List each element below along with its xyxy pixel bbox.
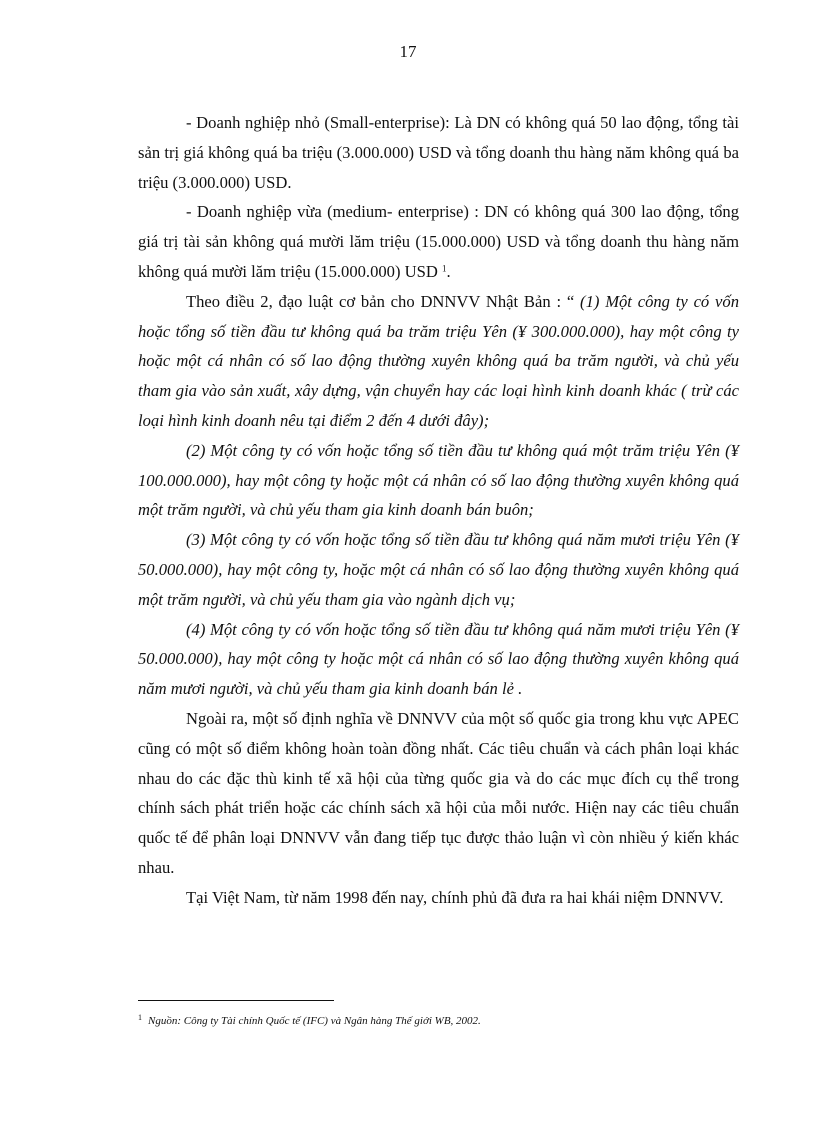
body-text: [138, 108, 739, 913]
paragraph-vietnam: Tại Việt Nam, từ năm 1998 đến nay, chính phủ đã đưa ra hai khái niệm DNNVV.: [186, 887, 724, 907]
footnote-divider: [138, 1000, 334, 1001]
paragraph-apec: Ngoài ra, một số định nghĩa về DNNVV của một số quốc gia trong khu vực APEC cũng có một số điểm không hoàn toàn đồng nhất. Các tiêu chuẩn và cách phân loại khác nhau do các đặc thù kinh tế xã hội của từng quốc gia và do các mục đích cụ thể trong chính sách phát triển hoặc các chính sách xã hội của mỗi nước. Hiện nay các tiêu chuẩn quốc tế để phân loại DNNVV vẫn đang tiếp tục được thảo luận vì còn nhiều ý kiến khác nhau.: [138, 708, 739, 877]
paragraph-item-2: (2) Một công ty có vốn hoặc tổng số tiền đầu tư không quá một trăm triệu Yên (¥ 100.000.000), hay một công ty hoặc một cá nhân có số lao động thường xuyên không quá một trăm người, và chủ yếu tham gia kinh doanh bán buôn;: [138, 440, 739, 520]
paragraph-medium-enterprise-text: - Doanh nghiệp vừa (medium- enterprise) : DN có không quá 300 lao động, tổng giá trị tài sản không quá mười lăm triệu (15.000.000) USD và tổng doanh thu hàng năm không quá mười lăm triệu (15.000.000) USD: [138, 202, 739, 281]
paragraph-item-3: (3) Một công ty có vốn hoặc tổng số tiền đầu tư không quá năm mươi triệu Yên (¥ 50.000.000), hay một công ty, hoặc một cá nhân có số lao động thường xuyên không quá một trăm người, và chủ yếu tham gia vào ngành dịch vụ;: [138, 530, 739, 609]
page-number: 17: [399, 42, 417, 61]
paragraph-japan-law: [138, 287, 739, 436]
paragraph-end-period: .: [446, 261, 451, 281]
paragraph-japan-law-lead: Theo điều 2, đạo luật cơ bản cho DNNVV Nhật Bản : “: [186, 291, 575, 311]
paragraph-japan-law-item-1: (1) Một công ty có vốn hoặc tổng số tiền đầu tư không quá ba trăm triệu Yên (¥ 300.000.000), hay một công ty hoặc một cá nhân có số lao động thường xuyên không quá ba trăm người, và chủ yếu tham gia vào sản xuất, xây dựng, vận chuyển hay các loại hình kinh doanh khác ( trừ các loại hình kinh doanh nêu tại điểm 2 đến 4 dưới đây);: [138, 291, 739, 430]
footnote-text: Nguồn: Công ty Tài chính Quốc tế (IFC) và Ngân hàng Thế giới WB, 2002.: [148, 1015, 481, 1027]
paragraph-small-enterprise: - Doanh nghiệp nhỏ (Small-enterprise): Là DN có không quá 50 lao động, tổng tài sản trị giá không quá ba triệu (3.000.000) USD và tổng doanh thu hàng năm không quá ba triệu (3.000.000) USD.: [138, 113, 739, 192]
paragraph-medium-enterprise: [138, 197, 739, 286]
paragraph-item-4: (4) Một công ty có vốn hoặc tổng số tiền đầu tư không quá năm mươi triệu Yên (¥ 50.000.000), hay một công ty hoặc một cá nhân có số lao động thường xuyên không quá năm mươi người, và chủ yếu tham gia kinh doanh bán lẻ .: [138, 619, 739, 699]
footnote-reference: 1: [441, 263, 447, 274]
footnote: [138, 1011, 739, 1028]
footnote-mark: 1: [138, 1013, 142, 1022]
